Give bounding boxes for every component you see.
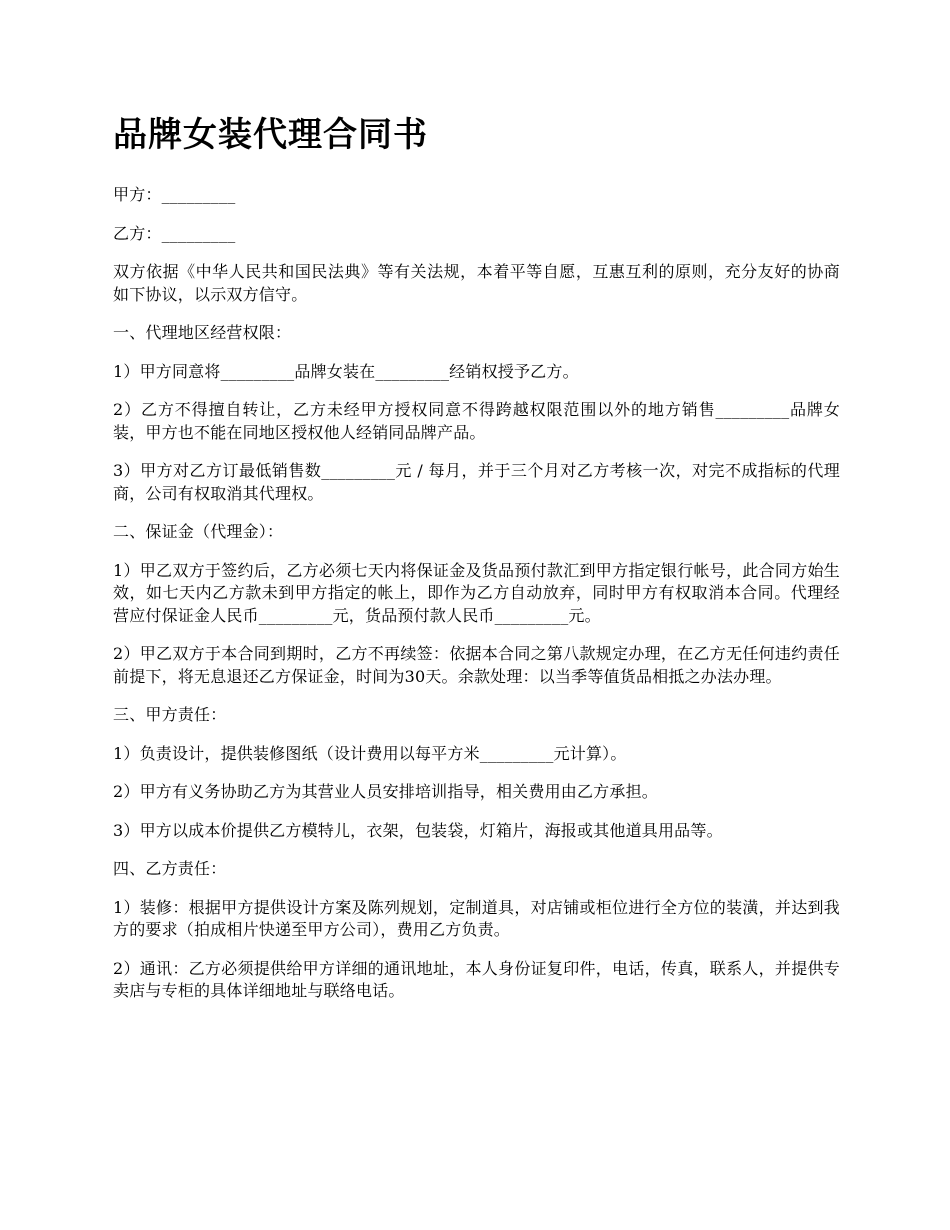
party-a-line: 甲方：_________ [113, 185, 236, 204]
preamble-paragraph: 双方依据《中华人民共和国民法典》等有关法规，本着平等自愿，互惠互利的原则，充分友好的协商如下协议，以示双方信守。 [113, 262, 840, 304]
clause-4-1: 1）装修：根据甲方提供设计方案及陈列规划，定制道具，对店铺或柜位进行全方位的装潢，并达到我方的要求（拍成相片快递至甲方公司），费用乙方负责。 [113, 897, 840, 939]
clause-2-2: 2）甲乙双方于本合同到期时，乙方不再续签：依据本合同之第八款规定办理，在乙方无任何违约责任前提下，将无息退还乙方保证金，时间为30天。余款处理：以当季等值货品相抵之办法办理。 [113, 644, 840, 686]
clause-3-1: 1）负责设计，提供装修图纸（设计费用以每平方米_________元计算）。 [113, 743, 627, 763]
section-heading-4: 四、乙方责任： [113, 859, 227, 878]
clause-2-1: 1）甲乙双方于签约后，乙方必须七天内将保证金及货品预付款汇到甲方指定银行帐号，此合同方始生效，如七天内乙方款未到甲方指定的帐上，即作为乙方自动放弃，同时甲方有权取消本合同。代理经营应付保证金人民币_________元，货品预付款人民币_________元。 [113, 560, 840, 625]
clause-1-2: 2）乙方不得擅自转让，乙方未经甲方授权同意不得跨越权限范围以外的地方销售_________品牌女装，甲方也不能在同地区授权他人经销同品牌产品。 [113, 400, 840, 442]
clause-1-1: 1）甲方同意将_________品牌女装在_________经销权授予乙方。 [113, 361, 579, 381]
clause-3-2: 2）甲方有义务协助乙方为其营业人员安排培训指导，相关费用由乙方承担。 [113, 782, 658, 801]
section-heading-1: 一、代理地区经营权限： [113, 323, 292, 342]
document-title: 品牌女装代理合同书 [113, 115, 428, 155]
section-heading-2: 二、保证金（代理金）： [113, 522, 284, 541]
clause-3-3: 3）甲方以成本价提供乙方模特儿，衣架，包装袋，灯箱片，海报或其他道具用品等。 [113, 820, 723, 840]
document-page [113, 112, 840, 1019]
section-heading-3: 三、甲方责任： [113, 705, 227, 724]
clause-1-3: 3）甲方对乙方订最低销售数_________元 / 每月，并于三个月对乙方考核一次，对完不成指标的代理商，公司有权取消其代理权。 [113, 461, 840, 503]
party-b-line: 乙方：_________ [113, 223, 236, 243]
clause-4-2: 2）通讯：乙方必须提供给甲方详细的通讯地址，本人身份证复印件，电话，传真，联系人，并提供专卖店与专柜的具体详细地址与联络电话。 [113, 958, 840, 1000]
